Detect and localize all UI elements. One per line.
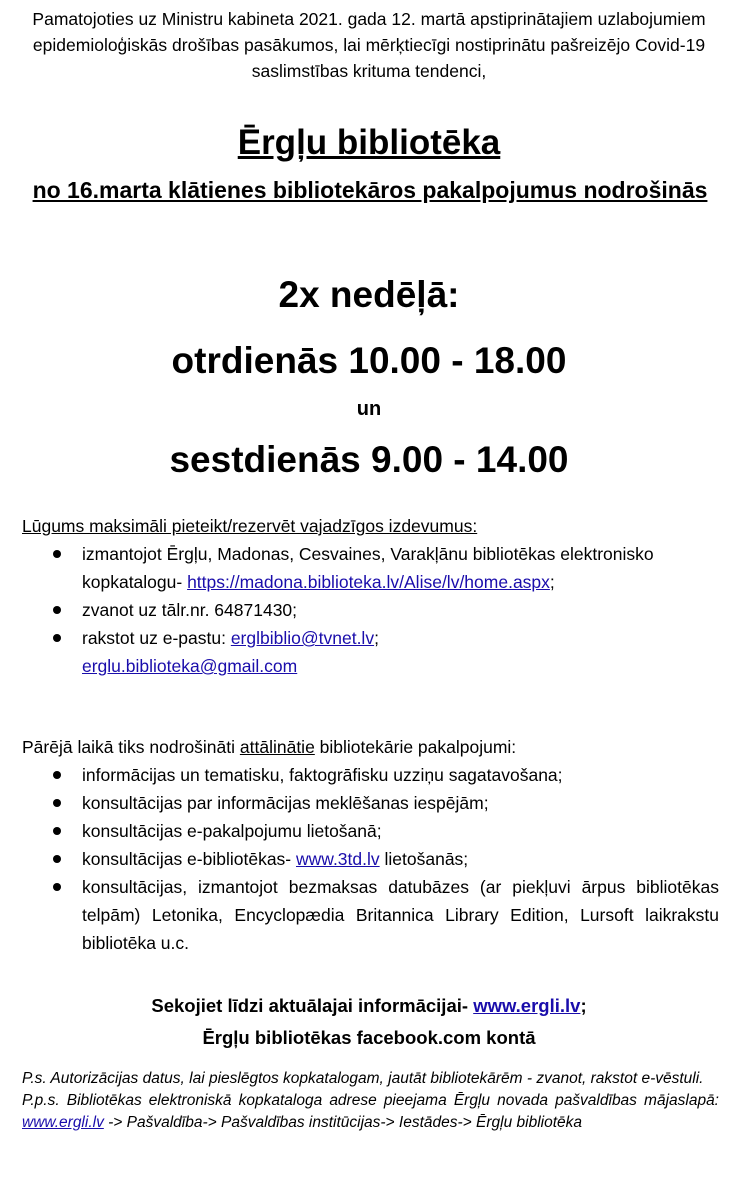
list-item	[22, 873, 719, 957]
pps-prefix: P.p.s. Bibliotēkas elektroniskā kopkataloga adrese pieejama Ērgļu novada pašvaldības mājaslapā:	[22, 1092, 719, 1109]
remote-heading-prefix: Pārējā laikā tiks nodrošināti	[22, 737, 240, 757]
schedule-conjunction: un	[356, 398, 382, 420]
bullet-icon	[53, 799, 61, 807]
pps-catalog-note	[22, 1090, 719, 1134]
remote-heading-suffix: bibliotekārie pakalpojumi:	[314, 737, 517, 757]
list-item	[22, 789, 719, 817]
request-item-catalog-text: izmantojot Ērgļu, Madonas, Cesvaines, Varakļānu bibliotēkas elektronisko	[82, 544, 654, 564]
page-title: Ērgļu bibliotēka	[237, 123, 501, 162]
list-item	[22, 845, 719, 873]
list-item	[22, 596, 719, 624]
list-item	[22, 624, 719, 680]
schedule-tuesday: otrdienās 10.00 - 18.00	[171, 340, 567, 381]
follow-prefix: Sekojiet līdzi aktuālajai informācijai-	[151, 995, 474, 1016]
bullet-icon	[53, 883, 61, 891]
request-item-phone: zvanot uz tālr.nr. 64871430;	[82, 600, 298, 620]
service-item-eservices: konsultācijas e-pakalpojumu lietošanā;	[82, 821, 382, 841]
service-item-search-consult: konsultācijas par informācijas meklēšanas iespējām;	[82, 793, 489, 813]
postscript	[22, 1068, 719, 1134]
service-item-elibrary-prefix: konsultācijas e-bibliotēkas-	[82, 849, 296, 869]
service-item-databases: konsultācijas, izmantojot bezmaksas datubāzes (ar piekļuvi ārpus bibliotēkas telpām) Letonika, Encyclopædia Britannica Library Edition, Lursoft laikrakstu bibliotēka u.c.	[82, 877, 719, 953]
service-item-elibrary-suffix: lietošanās;	[379, 849, 469, 869]
bullet-icon	[53, 606, 61, 614]
request-item-email-separator: ;	[374, 628, 379, 648]
list-item	[22, 540, 719, 596]
subtitle: no 16.marta klātienes bibliotekāros pakalpojumus nodrošinās	[32, 177, 708, 203]
request-item-catalog-suffix: ;	[549, 572, 555, 592]
ergli-municipality-link[interactable]: www.ergli.lv	[22, 1114, 104, 1131]
pps-suffix: -> Pašvaldība-> Pašvaldības institūcijas-> Iestādes-> Ērgļu bibliotēka	[103, 1114, 582, 1131]
service-item-references: informācijas un tematisku, faktogrāfisku uzziņu sagatavošana;	[82, 765, 563, 785]
schedule-saturday: sestdienās 9.00 - 14.00	[169, 439, 569, 480]
elibrary-link[interactable]: www.3td.lv	[296, 849, 380, 869]
facebook-account-text: Ērgļu bibliotēkas facebook.com kontā	[202, 1027, 536, 1048]
catalog-link[interactable]: https://madona.biblioteka.lv/Alise/lv/home.aspx	[187, 572, 550, 592]
request-item-catalog-prefix: kopkatalogu-	[82, 572, 188, 592]
request-item-email-prefix: rakstot uz e-pastu:	[82, 628, 231, 648]
request-heading: Lūgums maksimāli pieteikt/rezervēt vajadzīgos izdevumus:	[22, 516, 478, 536]
email-link-gmail[interactable]: erglu.biblioteka@gmail.com	[82, 656, 298, 676]
intro-paragraph: Pamatojoties uz Ministru kabineta 2021. gada 12. martā apstiprinātajiem uzlabojumiem epidemioloģiskās drošības pasākumos, lai mērķtiecīgi nostiprinātu pašreizējo Covid-19 saslimstības krituma tendenci,	[32, 9, 706, 81]
request-list	[22, 540, 719, 680]
frequency-heading: 2x nedēļā:	[278, 274, 460, 315]
remote-heading-underlined: attālinātie	[239, 737, 315, 757]
follow-suffix: ;	[580, 995, 587, 1016]
ergli-website-link[interactable]: www.ergli.lv	[473, 995, 581, 1016]
remote-services-heading	[22, 733, 722, 761]
list-item	[22, 817, 719, 845]
remote-services-list	[22, 761, 719, 957]
bullet-icon	[53, 827, 61, 835]
bullet-icon	[53, 771, 61, 779]
bullet-icon	[53, 634, 61, 642]
follow-info	[0, 990, 738, 1054]
ps-authorization-note: P.s. Autorizācijas datus, lai pieslēgtos kopkatalogam, jautāt bibliotekārēm - zvanot, rakstot e-vēstuli.	[22, 1070, 704, 1087]
bullet-icon	[53, 550, 61, 558]
bullet-icon	[53, 855, 61, 863]
email-link-tvnet[interactable]: erglbiblio@tvnet.lv	[230, 628, 375, 648]
list-item	[22, 761, 719, 789]
